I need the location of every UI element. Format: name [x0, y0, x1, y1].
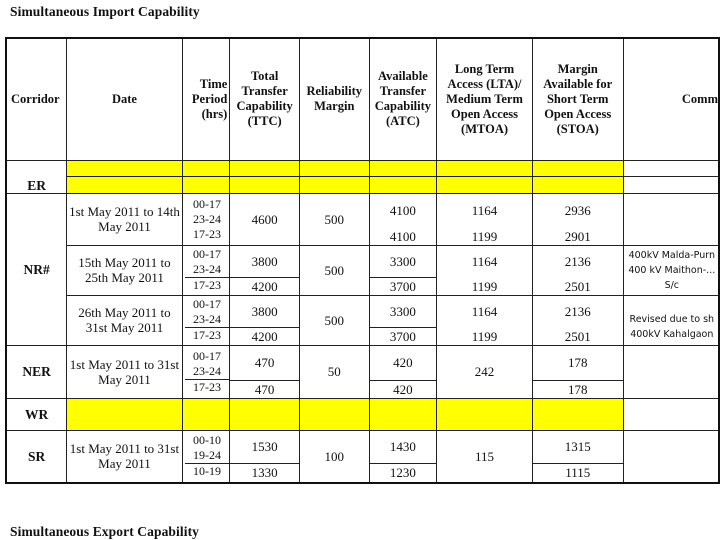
nr-b1-date: 1st May 2011 to 14th May 2011	[67, 193, 182, 245]
corridor-wr: WR	[6, 398, 67, 430]
nr-b1-comment	[623, 193, 719, 245]
sr-atc-b: 1230	[369, 463, 437, 483]
nr-block1-row1	[6, 193, 719, 227]
sr-time: 00-10 19-24 10-19	[182, 430, 230, 483]
nr-b2-lta-a: 1164	[437, 245, 533, 277]
nr-b2-date: 15th May 2011 to 25th May 2011	[67, 245, 182, 295]
er-row-bottom	[6, 176, 719, 193]
ner-lta: 242	[437, 345, 533, 398]
nr-b2-stoa-b: 2501	[532, 277, 623, 295]
col-stoa: Margin Available for Short Term Open Access (STOA)	[532, 38, 623, 160]
nr-b2-ttc-a: 3800	[230, 245, 300, 277]
ner-atc-b: 420	[369, 380, 437, 398]
col-lta-mtoa: Long Term Access (LTA)/ Medium Term Open Access (MTOA)	[437, 38, 533, 160]
nr-b1-atc-b: 4100	[369, 227, 437, 245]
nr-b2-stoa-a: 2136	[532, 245, 623, 277]
nr-b2-atc-a: 3300	[369, 245, 437, 277]
nr-b2-comment: 400kV Malda-Purn 400 kV Maithon-... S/c	[623, 245, 719, 295]
col-corridor: Corridor	[6, 38, 67, 160]
nr-b1-time: 00-17 23-24 17-23	[182, 193, 230, 245]
sr-lta: 115	[437, 430, 533, 483]
sr-ttc-b: 1330	[230, 463, 300, 483]
wr-row	[6, 398, 719, 430]
ner-date: 1st May 2011 to 31st May 2011	[67, 345, 182, 398]
nr-b2-rm: 500	[299, 245, 369, 295]
col-time-period: Time Period (hrs)	[182, 38, 230, 160]
nr-b2-time: 00-17 23-24 17-23	[182, 245, 230, 295]
ner-row1	[6, 345, 719, 380]
nr-b3-stoa-b: 2501	[532, 327, 623, 345]
sr-stoa-a: 1315	[532, 430, 623, 463]
col-ttc: Total Transfer Capability (TTC)	[230, 38, 300, 160]
nr-b3-ttc-a: 3800	[230, 295, 300, 327]
nr-b3-stoa-a: 2136	[532, 295, 623, 327]
nr-b1-stoa-b: 2901	[532, 227, 623, 245]
ner-rm: 50	[299, 345, 369, 398]
sr-date: 1st May 2011 to 31st May 2011	[67, 430, 182, 483]
er-row-top	[6, 160, 719, 176]
col-atc: Available Transfer Capability (ATC)	[369, 38, 437, 160]
import-capability-heading: Simultaneous Import Capability	[10, 4, 200, 19]
nr-b3-atc-b: 3700	[369, 327, 437, 345]
ner-comment	[623, 345, 719, 398]
nr-block3-row1	[6, 295, 719, 327]
nr-b3-atc-a: 3300	[369, 295, 437, 327]
sr-row1	[6, 430, 719, 463]
sr-stoa-b: 1115	[532, 463, 623, 483]
ner-time: 00-17 23-24 17-23	[182, 345, 230, 398]
nr-b1-ttc: 4600	[230, 193, 300, 245]
nr-b3-lta-b: 1199	[437, 327, 533, 345]
nr-b3-time: 00-17 23-24 17-23	[182, 295, 230, 345]
nr-b3-ttc-b: 4200	[230, 327, 300, 345]
col-comments: Comm	[623, 38, 719, 160]
sr-atc-a: 1430	[369, 430, 437, 463]
nr-b3-comment: Revised due to sh 400kV Kahalgaon	[623, 295, 719, 345]
nr-block2-row1	[6, 245, 719, 277]
header-row	[6, 38, 719, 160]
col-date: Date	[67, 38, 182, 160]
sr-comment	[623, 430, 719, 483]
corridor-sr: SR	[6, 430, 67, 483]
ner-stoa-a: 178	[532, 345, 623, 380]
nr-b1-stoa-a: 2936	[532, 193, 623, 227]
ner-ttc-b: 470	[230, 380, 300, 398]
export-capability-heading: Simultaneous Export Capability	[10, 524, 200, 539]
sr-ttc-a: 1530	[230, 430, 300, 463]
nr-b3-lta-a: 1164	[437, 295, 533, 327]
nr-b1-rm: 500	[299, 193, 369, 245]
nr-b1-atc-a: 4100	[369, 193, 437, 227]
nr-b1-lta-a: 1164	[437, 193, 533, 227]
corridor-ner: NER	[6, 345, 67, 398]
nr-b1-lta-b: 1199	[437, 227, 533, 245]
ner-ttc-a: 470	[230, 345, 300, 380]
nr-b2-atc-b: 3700	[369, 277, 437, 295]
nr-b3-rm: 500	[299, 295, 369, 345]
col-reliability-margin: Reliability Margin	[299, 38, 369, 160]
nr-b2-lta-b: 1199	[437, 277, 533, 295]
ner-stoa-b: 178	[532, 380, 623, 398]
corridor-er: ER	[6, 160, 67, 193]
sr-rm: 100	[299, 430, 369, 483]
ner-atc-a: 420	[369, 345, 437, 380]
corridor-nr: NR#	[6, 193, 67, 345]
import-capability-table	[5, 37, 720, 484]
nr-b3-date: 26th May 2011 to 31st May 2011	[67, 295, 182, 345]
nr-b2-ttc-b: 4200	[230, 277, 300, 295]
